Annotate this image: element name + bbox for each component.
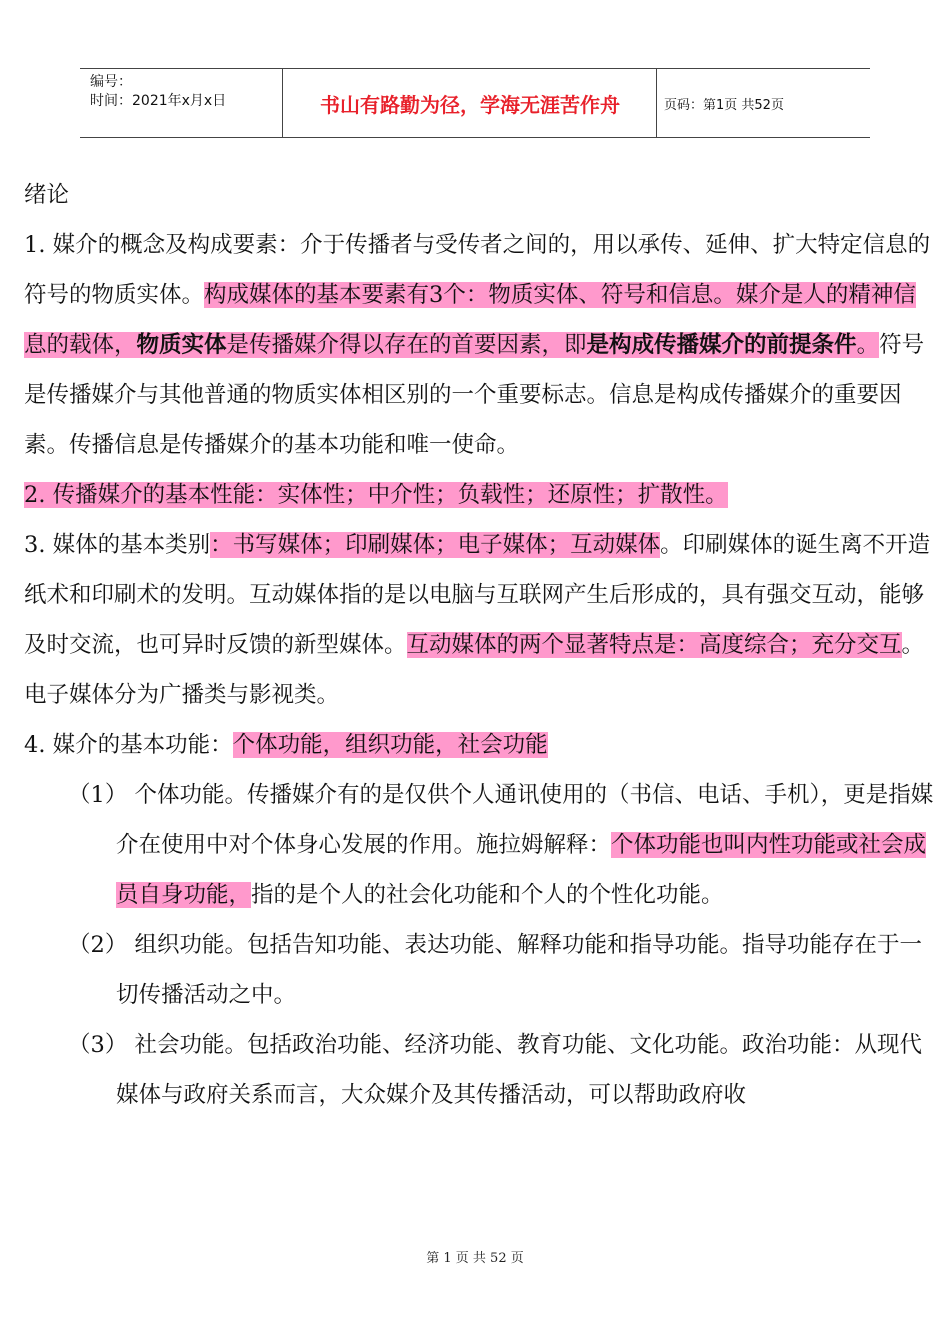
p4-text: 4. 媒介的基本功能：	[24, 732, 233, 758]
item1-text2: 指的是个人的社会化功能和个人的个性化功能。	[251, 882, 724, 908]
p1-text: 1. 媒介的概念及构成要素：介于传播者与受传者之间的，用以承传、延伸、扩大特定信息的符号的物质实体。	[24, 232, 931, 308]
header-number: 编号：	[90, 74, 132, 90]
header-motto: 书山有路勤为径，学海无涯苦作舟	[320, 92, 620, 117]
page-footer: 第 1 页 共 52 页	[426, 1251, 524, 1266]
header-meta	[90, 73, 226, 111]
header-table	[80, 68, 870, 138]
p3-highlight1: ：书写媒体；印刷媒体；电子媒体；互动媒体	[210, 532, 661, 558]
paragraph-3	[24, 520, 936, 720]
paragraph-2	[24, 470, 936, 520]
section-heading: 绪论	[24, 182, 70, 208]
p1-text2: 符号是传播媒介与其他普通的物质实体相区别的一个重要标志。信息是构成传播媒介的重要因素。传播信息是传播媒介的基本功能和唯一使命。	[24, 332, 925, 458]
p1-hl-text2: 是传播媒介得以存在的首要因素，即	[226, 332, 587, 358]
p1-hl-text3: 。	[856, 332, 880, 358]
p1-hl-bold1: 物质实体	[136, 332, 227, 358]
p2-highlight: 2. 传播媒介的基本性能：实体性；中介性；负载性；还原性；扩散性。	[24, 482, 728, 508]
list-item-1	[24, 770, 936, 920]
header-time: 时间：2021年x月x日	[90, 93, 227, 109]
paragraph-4	[24, 720, 936, 770]
p1-hl-bold2: 是构成传播媒介的前提条件	[586, 332, 857, 358]
p3-highlight2: 互动媒体的两个显著特点是：高度综合；充分交互	[406, 632, 902, 658]
p3-text2: 。印刷媒体的诞生离不开造纸术和印刷术的发明。互动媒体指的是以电脑与互联网产生后形成的，具有强交互动，能够及时交流，也可异时反馈的新型媒体。	[24, 532, 931, 658]
document-body	[24, 170, 936, 1120]
item1-highlight: 个体功能也叫内性功能或社会成员自身功能，	[116, 832, 927, 908]
header-page-info: 页码：第1页 共52页	[664, 97, 784, 113]
p3-text: 3. 媒体的基本类别	[24, 532, 211, 558]
header-divider	[282, 69, 283, 137]
p1-hl-text1: 构成媒体的基本要素有3个：物质实体、符号和信息。媒介是人的精神信息的载体，	[24, 282, 916, 358]
list-item-3: （3） 社会功能。包括政治功能、经济功能、教育功能、文化功能。政治功能：从现代媒体与政府关系而言，大众媒介及其传播活动，可以帮助政府收	[68, 1032, 922, 1108]
p3-text3: 。电子媒体分为广播类与影视类。	[24, 632, 925, 708]
paragraph-1	[24, 220, 936, 470]
header-divider	[656, 69, 657, 137]
p4-highlight: 个体功能，组织功能，社会功能	[232, 732, 548, 758]
item1-text: （1） 个体功能。传播媒介有的是仅供个人通讯使用的（书信、电话、手机），更是指媒介在使用中对个体身心发展的作用。施拉姆解释：	[68, 782, 934, 858]
list-item-2: （2） 组织功能。包括告知功能、表达功能、解释功能和指导功能。指导功能存在于一切传播活动之中。	[68, 932, 922, 1008]
